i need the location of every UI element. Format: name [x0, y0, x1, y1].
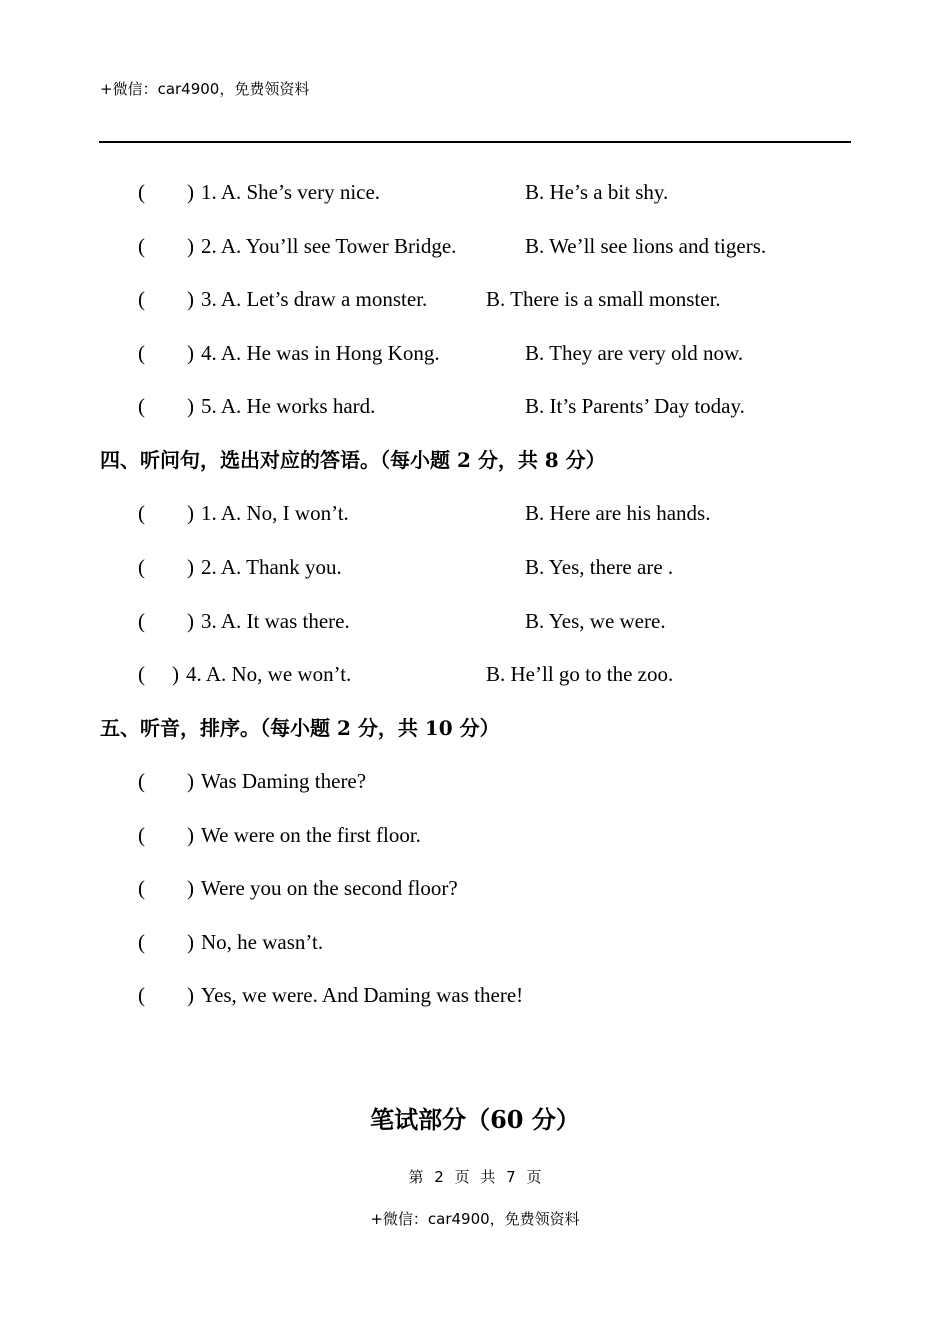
- question-stem: 2. A. Thank you.: [201, 555, 342, 579]
- answer-close-paren: ): [187, 983, 194, 1007]
- answer-open-paren: (: [138, 555, 145, 579]
- question-stem: 5. A. He works hard.: [201, 394, 376, 418]
- answer-close-paren: ): [187, 609, 194, 633]
- answer-close-paren: ): [187, 180, 194, 204]
- option-b: B. He’ll go to the zoo.: [486, 662, 674, 686]
- answer-open-paren: (: [138, 769, 145, 793]
- question-stem: 3. A. It was there.: [201, 609, 350, 633]
- answer-open-paren: (: [138, 501, 145, 525]
- question-stem: 2. A. You’ll see Tower Bridge.: [201, 234, 457, 258]
- option-b: B. Yes, we were.: [525, 609, 666, 633]
- question-stem: 3. A. Let’s draw a monster.: [201, 287, 428, 311]
- page-header: +微信：car4900，免费领资料: [100, 80, 310, 98]
- option-b: B. Here are his hands.: [525, 501, 711, 525]
- sentence-text: No, he wasn’t.: [201, 930, 324, 954]
- question-stem: 1. A. She’s very nice.: [201, 180, 381, 204]
- sentence-text: Were you on the second floor?: [201, 876, 458, 900]
- answer-open-paren: (: [138, 930, 145, 954]
- answer-close-paren: ): [187, 501, 194, 525]
- answer-close-paren: ): [187, 823, 194, 847]
- sentence-text: Was Daming there?: [201, 769, 367, 793]
- answer-close-paren: ): [187, 341, 194, 365]
- answer-close-paren: ): [187, 234, 194, 258]
- option-b: B. They are very old now.: [525, 341, 744, 365]
- answer-close-paren: ): [187, 876, 194, 900]
- answer-close-paren: ): [187, 769, 194, 793]
- answer-close-paren: ): [187, 394, 194, 418]
- sentence-text: Yes, we were. And Daming was there!: [201, 983, 524, 1007]
- answer-open-paren: (: [138, 234, 145, 258]
- answer-open-paren: (: [138, 876, 145, 900]
- answer-close-paren: ): [172, 662, 179, 686]
- option-b: B. He’s a bit shy.: [525, 180, 669, 204]
- answer-open-paren: (: [138, 341, 145, 365]
- question-stem: 4. A. No, we won’t.: [186, 662, 352, 686]
- option-b: B. Yes, there are .: [525, 555, 674, 579]
- page-footer: +微信：car4900，免费领资料: [370, 1210, 580, 1228]
- question-stem: 4. A. He was in Hong Kong.: [201, 341, 440, 365]
- header-rule: [99, 141, 851, 143]
- question-stem: 1. A. No, I won’t.: [201, 501, 349, 525]
- section-heading: 五、听音，排序。（每小题 2 分，共 10 分）: [100, 716, 500, 740]
- answer-open-paren: (: [138, 823, 145, 847]
- answer-open-paren: (: [138, 609, 145, 633]
- answer-close-paren: ): [187, 287, 194, 311]
- sentence-text: We were on the first floor.: [201, 823, 421, 847]
- section-heading: 四、听问句，选出对应的答语。（每小题 2 分，共 8 分）: [100, 448, 606, 472]
- answer-close-paren: ): [187, 555, 194, 579]
- option-b: B. There is a small monster.: [486, 287, 721, 311]
- option-b: B. We’ll see lions and tigers.: [525, 234, 767, 258]
- written-section-title: 笔试部分（60 分）: [370, 1105, 580, 1134]
- answer-open-paren: (: [138, 287, 145, 311]
- answer-open-paren: (: [138, 180, 145, 204]
- page-number: 第 2 页 共 7 页: [408, 1168, 542, 1186]
- answer-open-paren: (: [138, 983, 145, 1007]
- answer-close-paren: ): [187, 930, 194, 954]
- answer-open-paren: (: [138, 662, 145, 686]
- option-b: B. It’s Parents’ Day today.: [525, 394, 745, 418]
- answer-open-paren: (: [138, 394, 145, 418]
